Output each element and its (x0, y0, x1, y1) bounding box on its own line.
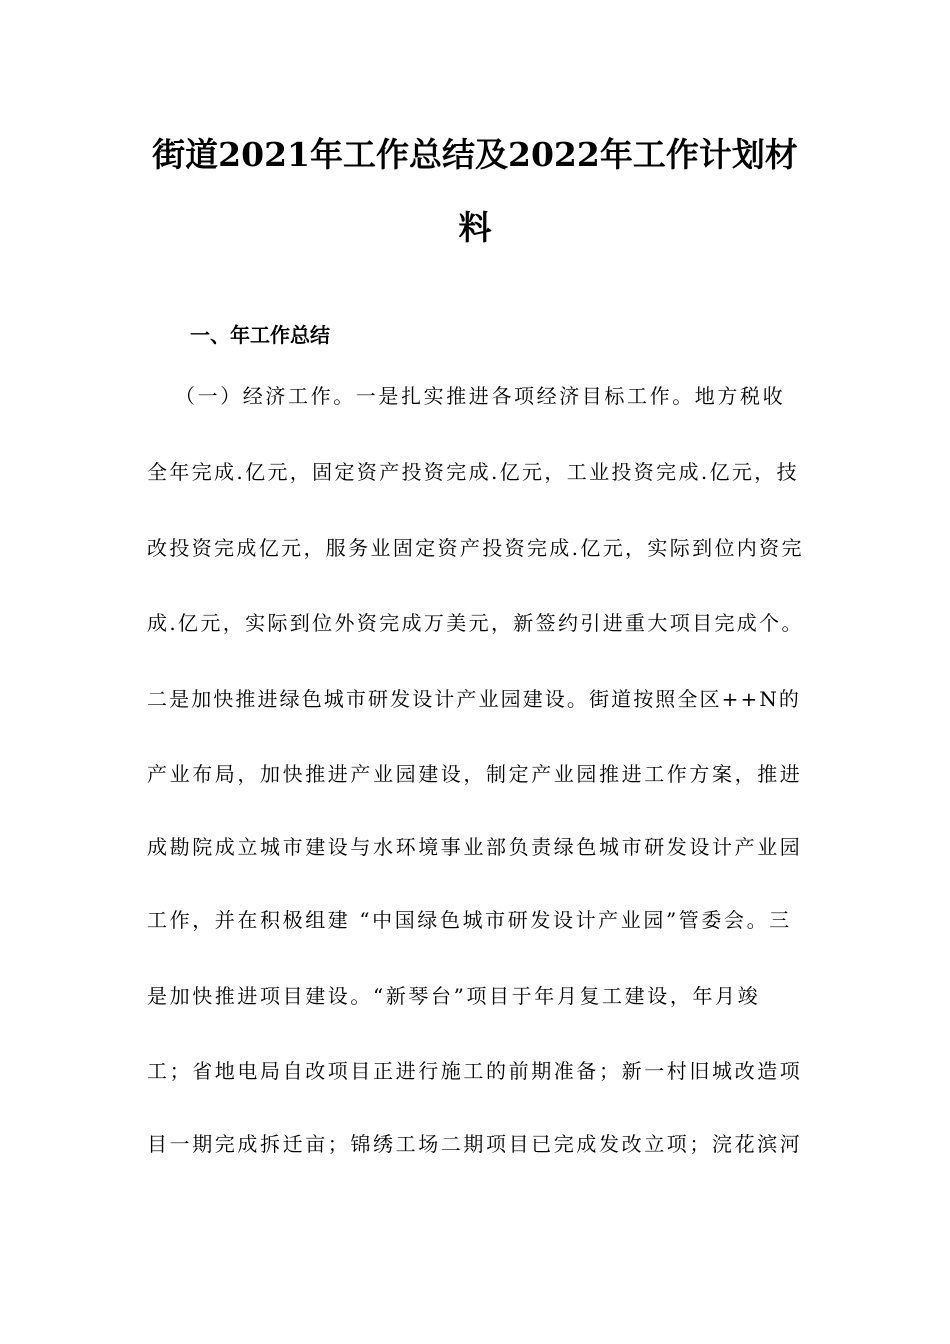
paragraph-line: 工作，并在积极组建 “中国绿色城市研发设计产业园”管委会。三 (147, 908, 792, 932)
document-title-line-1: 街道2021年工作总结及2022年工作计划材 (152, 135, 798, 174)
paragraph-line: 是加快推进项目建设。“新琴台”项目于年月复工建设，年月竣 (147, 984, 761, 1008)
document-title-line-2: 料 (458, 208, 492, 247)
section-heading: 一、年工作总结 (190, 323, 330, 347)
paragraph-line: 成.亿元，实际到位外资完成万美元，新签约引进重大项目完成个。 (147, 611, 804, 635)
paragraph-line: 产业布局，加快推进产业园建设，制定产业园推进工作方案，推进 (147, 762, 803, 786)
paragraph-line: 成勘院成立城市建设与水环境事业部负责绿色城市研发设计产业园 (147, 835, 803, 859)
paragraph-line: 目一期完成拆迁亩；锦绣工场二期项目已完成发改立项；浣花滨河 (147, 1132, 803, 1156)
paragraph-line: 全年完成.亿元，固定资产投资完成.亿元，工业投资完成.亿元，技 (147, 460, 799, 484)
paragraph-line: （一）经济工作。一是扎实推进各项经济目标工作。地方税收 (175, 384, 786, 408)
paragraph-line: 二是加快推进绿色城市研发设计产业园建设。街道按照全区++N的 (147, 687, 802, 711)
paragraph-line: 改投资完成亿元，服务业固定资产投资完成.亿元，实际到位内资完 (147, 536, 804, 560)
paragraph-line: 工；省地电局自改项目正进行施工的前期准备；新一村旧城改造项 (147, 1059, 803, 1083)
